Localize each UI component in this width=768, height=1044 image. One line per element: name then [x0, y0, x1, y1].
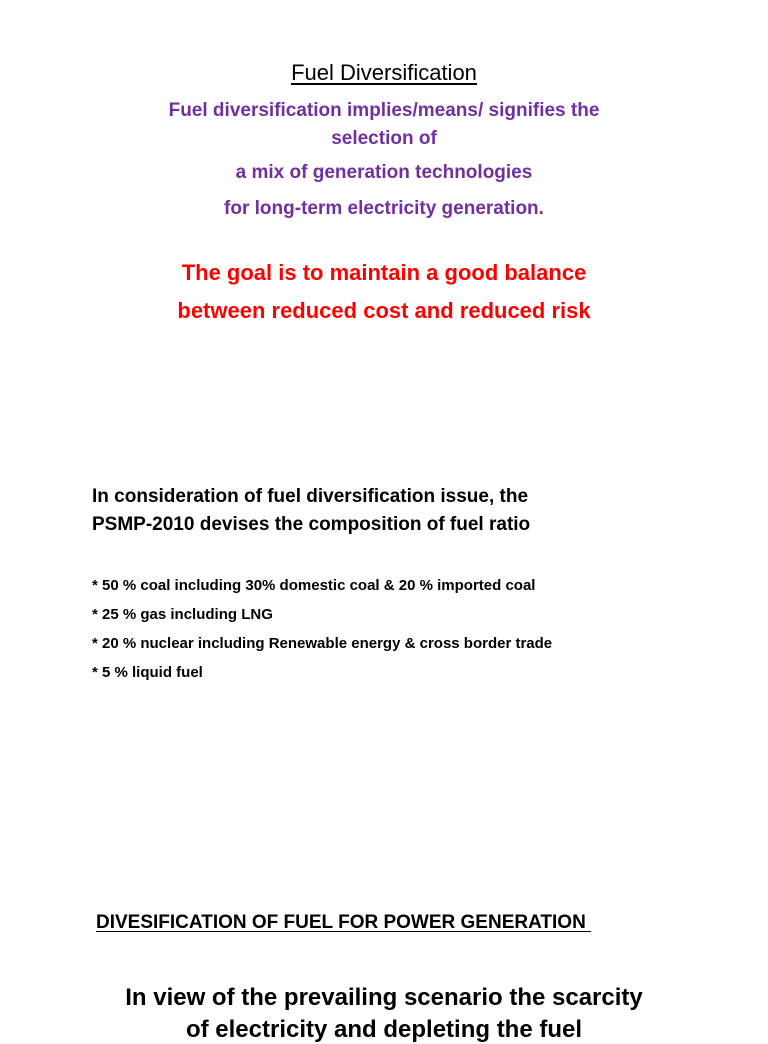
scenario-line: In view of the prevailing scenario the scarcity [125, 984, 643, 1011]
consideration-line: PSMP-2010 devises the composition of fuel ratio [92, 514, 531, 535]
consideration-line: In consideration of fuel diversification issue, the [92, 486, 529, 507]
section-heading: DIVESIFICATION OF FUEL FOR POWER GENERATION [96, 912, 592, 933]
definition-line: Fuel diversification implies/means/ signifies the [168, 100, 600, 121]
definition-line: for long-term electricity generation. [224, 198, 544, 219]
fuel-ratio-item: * 20 % nuclear including Renewable energy & cross border trade [92, 635, 553, 652]
goal-line: between reduced cost and reduced risk [177, 298, 591, 323]
fuel-ratio-item: * 5 % liquid fuel [92, 664, 203, 681]
definition-line: a mix of generation technologies [235, 162, 533, 183]
goal-line: The goal is to maintain a good balance [181, 260, 587, 285]
fuel-ratio-item: * 50 % coal including 30% domestic coal & 20 % imported coal [92, 577, 536, 594]
definition-line: selection of [331, 128, 437, 149]
fuel-ratio-item: * 25 % gas including LNG [92, 606, 273, 623]
scenario-line: of electricity and depleting the fuel [185, 1016, 583, 1043]
page-title: Fuel Diversification [291, 60, 477, 85]
